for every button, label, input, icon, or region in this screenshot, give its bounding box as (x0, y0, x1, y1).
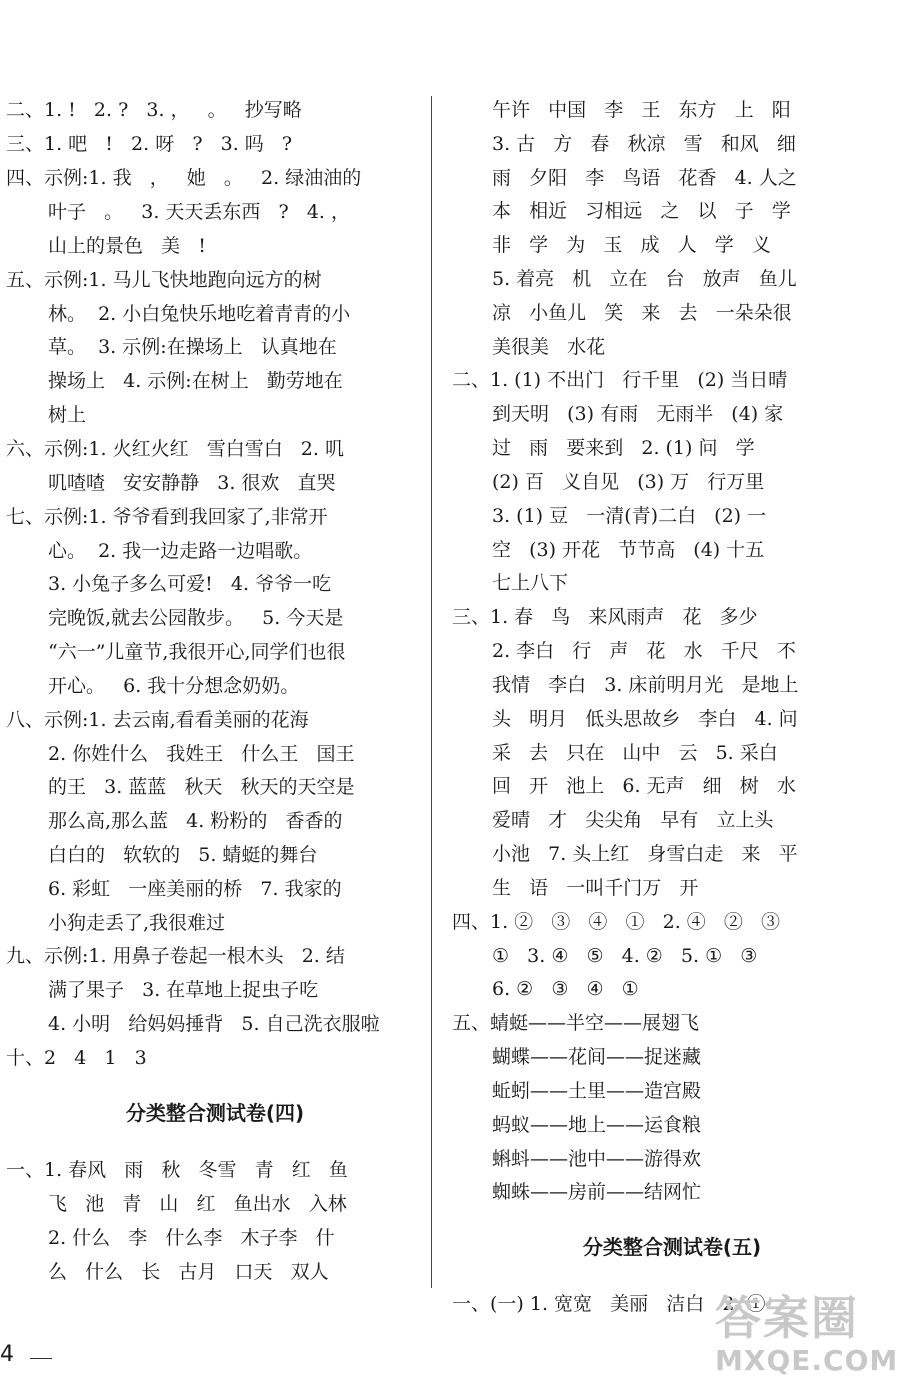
answer-line: 二、1. (1) 不出门 行千里 (2) 当日晴 (452, 369, 788, 392)
answer-line: ① 3. ④ ⑤ 4. ② 5. ① ③ (492, 944, 758, 967)
answer-line: 完晚饭,就去公园散步。 5. 今天是 (48, 607, 344, 630)
right-answer-lines (452, 94, 892, 1210)
answer-line: 非 学 为 玉 成 人 学 义 (492, 234, 771, 257)
section-title-5: 分类整合测试卷(五) (582, 1235, 762, 1260)
answer-line: 蝴蝶——花间——捉迷藏 (492, 1046, 702, 1069)
answer-line: 二、1. ! 2. ? 3. ， 。 抄写略 (6, 99, 302, 121)
answer-line: 6. 彩虹 一座美丽的桥 7. 我家的 (48, 877, 342, 900)
answer-line: 蚯蚓——土里——造宫殿 (492, 1079, 702, 1102)
page-number-dash (30, 1358, 52, 1359)
answer-line: 叽喳喳 安安静静 3. 很欢 直哭 (48, 471, 336, 494)
answer-line: 采 去 只在 山中 云 5. 采白 (492, 741, 778, 764)
answer-line: 凉 小鱼儿 笑 来 去 一朵朵很 (492, 301, 792, 324)
answer-line: 6. ② ③ ④ ① (492, 978, 639, 1001)
answer-line: 六、示例:1. 火红火红 雪白雪白 2. 叽 (6, 437, 344, 460)
answer-line: 蚂蚁——地上——运食粮 (492, 1113, 702, 1136)
answer-line: 么 什么 长 古月 口天 双人 (48, 1260, 329, 1283)
answer-line: 开心。 6. 我十分想念奶奶。 (48, 674, 300, 697)
answer-line: 八、示例:1. 去云南,看看美丽的花海 (6, 708, 309, 731)
answer-line: 一、(一) 1. 宽宽 美丽 洁白 2. ① (452, 1293, 766, 1316)
answer-line: 空 (3) 开花 节节高 (4) 十五 (492, 538, 765, 561)
answer-line: 本 相近 习相远 之 以 子 学 (492, 200, 791, 223)
answer-line: 过 雨 要来到 2. (1) 问 学 (492, 437, 755, 460)
answer-line: 2. 你姓什么 我姓王 什么王 国王 (48, 742, 355, 765)
answer-line: 操场上 4. 示例:在树上 勤劳地在 (48, 370, 343, 393)
answer-line: 九、示例:1. 用鼻子卷起一根木头 2. 结 (6, 945, 345, 968)
answer-line: 午许 中国 李 王 东方 上 阳 (492, 99, 791, 121)
answer-line: 的王 3. 蓝蓝 秋天 秋天的天空是 (48, 776, 355, 799)
answer-line: 回 开 池上 6. 无声 细 树 水 (492, 775, 796, 798)
answer-line: 满了果子 3. 在草地上捉虫子吃 (48, 979, 319, 1002)
section-title-4: 分类整合测试卷(四) (125, 1100, 305, 1125)
answer-line: 3. (1) 豆 一清(青)二白 (2) 一 (492, 504, 767, 527)
answer-line: 爱晴 才 尖尖角 早有 立上头 (492, 809, 774, 832)
answer-line: 5. 着亮 机 立在 台 放声 鱼儿 (492, 267, 797, 290)
answer-line: (2) 百 义自见 (3) 万 行万里 (492, 470, 765, 493)
answer-line: 3. 小兔子多么可爱! 4. 爷爷一吃 (48, 573, 332, 596)
answer-line: 那么高,那么蓝 4. 粉粉的 香香的 (48, 810, 343, 833)
column-divider (431, 96, 432, 1288)
answer-line: 美很美 水花 (492, 335, 606, 358)
answer-line: 3. 古 方 春 秋凉 雪 和风 细 (492, 132, 796, 155)
answer-line: 四、1. ② ③ ④ ① 2. ④ ② ③ (452, 910, 781, 933)
answer-line: 我情 李白 3. 床前明月光 是地上 (492, 673, 799, 696)
answer-line: 蝌蚪——池中——游得欢 (492, 1147, 702, 1170)
left-answer-lines (6, 94, 424, 1076)
right-column (452, 94, 892, 1322)
answer-line: 林。 2. 小白兔快乐地吃着青青的小 (48, 302, 351, 325)
answer-line: 4. 小明 给妈妈捶背 5. 自己洗衣服啦 (48, 1013, 380, 1036)
answer-line: “六一”儿童节,我很开心,同学们也很 (48, 640, 346, 663)
watermark-url: MXQE.COM (715, 1344, 899, 1377)
answer-line: 小狗走丢了,我很难过 (48, 911, 226, 934)
answer-line: 树上 (48, 403, 87, 426)
answer-line: 山上的景色 美 ! (48, 234, 206, 257)
answer-line: 七、示例:1. 爷爷看到我回家了,非常开 (6, 505, 328, 528)
answer-line: 头 明月 低头思故乡 李白 4. 问 (492, 707, 798, 730)
answer-line: 三、1. 春 鸟 来风雨声 花 多少 (452, 606, 758, 629)
answer-line: 小池 7. 头上红 身雪白走 来 平 (492, 842, 798, 865)
answer-line: 十、2 4 1 3 (6, 1046, 147, 1069)
watermark-text: 答案圈 (715, 1291, 859, 1345)
answer-line: 2. 李白 行 声 花 水 千尺 不 (492, 640, 796, 663)
answer-line: 飞 池 青 山 红 鱼出水 入林 (48, 1192, 347, 1215)
answer-line: 四、示例:1. 我 ， 她 。 2. 绿油油的 (6, 167, 362, 189)
answer-line: 五、示例:1. 马儿飞快地跑向远方的树 (6, 268, 322, 291)
answer-line: 一、1. 春风 雨 秋 冬雪 青 红 鱼 (6, 1158, 348, 1181)
answer-line: 雨 夕阳 李 鸟语 花香 4. 人之 (492, 166, 797, 189)
answer-line: 生 语 一叫千门万 开 (492, 876, 699, 899)
left-answer-lines-after (6, 1154, 424, 1289)
answer-line: 七上八下 (492, 572, 569, 595)
watermark-logo (715, 1291, 899, 1386)
answer-line: 心。 2. 我一边走路一边唱歌。 (48, 539, 313, 562)
answer-line: 白白的 软软的 5. 蜻蜓的舞台 (48, 843, 318, 866)
answer-line: 叶子 。 3. 天天丢东西 ? 4. ， (48, 201, 350, 223)
answer-line: 到天明 (3) 有雨 无雨半 (4) 家 (492, 403, 784, 426)
answer-line: 蜘蛛——房前——结网忙 (492, 1181, 702, 1204)
left-column (6, 94, 424, 1289)
page-number: 4 (0, 1342, 14, 1367)
answer-line: 草。 3. 示例:在操场上 认真地在 (48, 336, 337, 359)
answer-line: 2. 什么 李 什么李 木子李 什 (48, 1226, 335, 1249)
answer-line: 五、蜻蜓——半空——展翅飞 (452, 1012, 700, 1035)
answer-line: 三、1. 吧 ! 2. 呀 ? 3. 吗 ? (6, 133, 293, 155)
